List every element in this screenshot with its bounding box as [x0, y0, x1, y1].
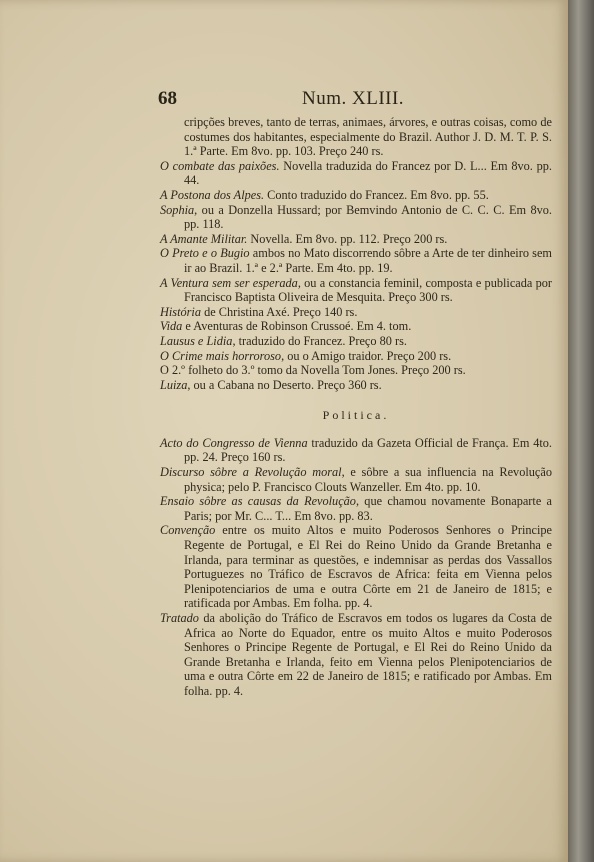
book-title: A Postona dos Alpes.: [160, 187, 265, 202]
book-spine: [568, 0, 594, 862]
book-description: O 2.º folheto do 3.º tomo da Novella Tom Jones. Preço 200 rs.: [160, 363, 466, 378]
book-entry: [160, 378, 552, 393]
book-entry: [160, 246, 552, 275]
book-description: de Christina Axé. Preço 140 rs.: [201, 304, 358, 319]
book-title: O Crime mais horroroso: [160, 348, 282, 363]
book-description: Novella traduzida do Francez por D. L... Em 8vo. pp. 44.: [184, 158, 552, 188]
book-title: Ensaio sôbre as causas da Revolução: [160, 494, 356, 509]
page-number: 68: [158, 88, 177, 109]
book-description: , que chamou novamente Bonaparte a Paris; por Mr. C... T... Em 8vo. pp. 83.: [184, 494, 552, 523]
book-description: da abolição do Tráfico de Escravos em todos os lugares da Costa de Africa ao Norte do Equador, entre os muito Altos e muito Poderosos Senhores o Principe Regente de Portugal, e El Rei do Reino Unido da Grande Bretanha e Irlanda, feito em Vienna pelos Plenipotenciarios de uma e outra Côrte em 22 de Janeiro de 1815; e ratificado por Ambas. Em folha. pp. 4.: [184, 611, 552, 698]
book-entry: [160, 363, 552, 378]
continuation-paragraph: cripções breves, tanto de terras, animaes, árvores, e outras coisas, como de costumes dos habitantes, especialmente do Brazil. Author J. D. M. T. P. S. 1.ª Parte. Em 8vo. pp. 103. Preço 240 rs.: [184, 115, 552, 159]
book-entry: [160, 465, 552, 494]
section-heading: Politica.: [322, 408, 390, 423]
book-entry: [160, 523, 552, 611]
book-description: , ou o Amigo traidor. Preço 200 rs.: [281, 348, 452, 363]
page-body: [160, 115, 552, 699]
book-title: Vida: [160, 319, 183, 334]
book-title: Lausus e Lidia: [160, 333, 233, 348]
book-description: ambos no Mato discorrendo sôbre a Arte de ter dinheiro sem ir ao Brazil. 1.ª e 2.ª Parte. Em 4to. pp. 19.: [184, 246, 552, 275]
book-entry: [160, 319, 552, 334]
book-title: O combate das paixões.: [160, 158, 280, 173]
book-description: , ou a constancia feminil, composta e publicada por Francisco Baptista Oliveira de Mesquita. Preço 300 rs.: [184, 275, 553, 305]
book-title: Discurso sôbre a Revolução moral: [160, 465, 342, 480]
book-title: Convenção: [160, 523, 216, 538]
book-title: Tratado: [160, 611, 199, 625]
book-entry: [160, 203, 552, 232]
book-description: , traduzido do Francez. Preço 80 rs.: [232, 333, 407, 348]
book-description: Novella. Em 8vo. pp. 112. Preço 200 rs.: [247, 231, 448, 246]
book-description: traduzido da Gazeta Official de França. Em 4to. pp. 24. Preço 160 rs.: [184, 435, 552, 465]
book-entry: [160, 334, 552, 349]
book-entry: [160, 494, 552, 523]
book-title: História: [160, 304, 201, 319]
book-entry: [160, 232, 552, 247]
book-list-politics: [160, 436, 552, 699]
book-title: O Preto e o Bugio: [160, 246, 250, 261]
book-entry: [160, 305, 552, 320]
book-description: , ou a Donzella Hussard; por Bemvindo Antonio de C. C. C. Em 8vo. pp. 118.: [184, 202, 552, 232]
book-description: , ou a Cabana no Deserto. Preço 360 rs.: [187, 377, 382, 392]
book-description: e Aventuras de Robinson Crussoé. Em 4. tom.: [182, 319, 412, 334]
book-title: Acto do Congresso de Vienna: [160, 435, 308, 450]
book-description: , e sôbre a sua influencia na Revolução physica; pelo P. Francisco Clouts Wanzeller. Em 4to. pp. 10.: [184, 465, 552, 494]
book-entry: [160, 611, 552, 699]
book-list-novels: [160, 159, 552, 393]
book-title: Luiza: [160, 377, 188, 392]
book-entry: [160, 188, 552, 203]
book-title: A Amante Militar.: [160, 231, 248, 246]
book-entry: [160, 436, 552, 465]
book-description: entre os muito Altos e muito Poderosos Senhores o Principe Regente de Portugal, e El Rei do Reino Unido da Grande Bretanha e Irlanda, para terminar as questões, e indemnisar as perdas dos Vassallos Portuguezes no Tráfico de Escravos de Africa: feita em Vienna pelos Plenipotenciarios de uma e outra Côrte em 21 de Janeiro de 1815; e ratificada por Ambas. Em folha. pp. 4.: [184, 523, 552, 611]
running-head: Num. XLIII.: [302, 88, 405, 109]
book-entry: [160, 276, 552, 305]
book-description: Conto traduzido do Francez. Em 8vo. pp. 55.: [264, 187, 489, 202]
book-title: A Ventura sem ser esperada: [160, 275, 298, 290]
book-title: Sophia: [160, 202, 195, 217]
page-header: [158, 88, 568, 112]
book-entry: [160, 159, 552, 188]
book-entry: [160, 349, 552, 364]
